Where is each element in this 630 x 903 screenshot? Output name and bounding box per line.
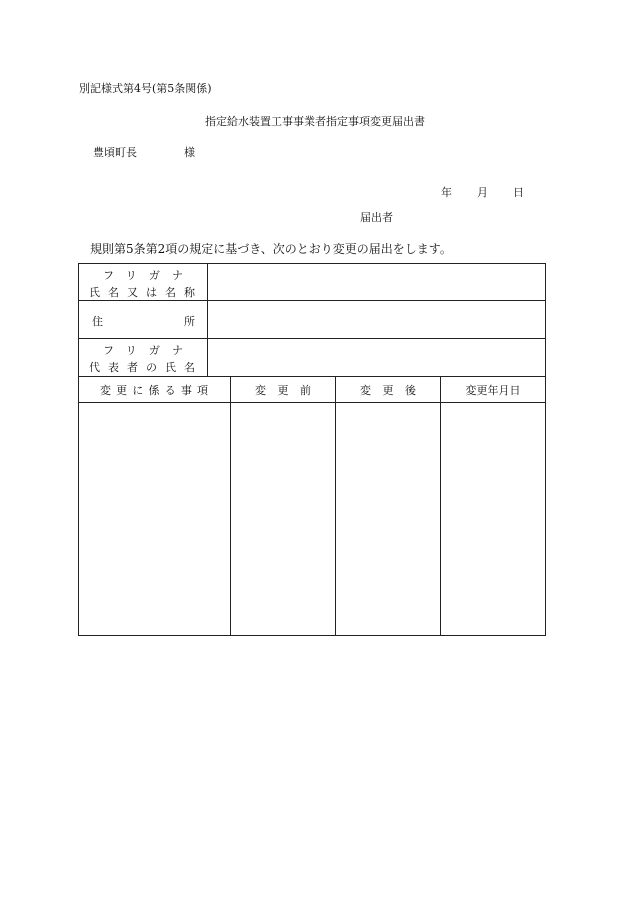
date-year-label: 年 [441,186,452,199]
salutation: 様 [184,146,195,159]
name-furigana-label: フリガナ [103,269,183,282]
column-divider [440,376,441,636]
before-cell[interactable] [233,405,333,634]
applicant-label: 届出者 [360,211,393,224]
document-title: 指定給水装置工事事業者指定事項変更届出書 [205,115,425,128]
column-header-after: 変更後 [360,384,416,397]
row-divider [78,376,546,377]
intro-text: 規則第5条第2項の規定に基づき、次のとおり変更の届出をします。 [90,242,452,256]
changed-item-cell[interactable] [80,405,228,634]
row-divider [78,402,546,403]
date-line [441,184,524,200]
rep-name-field[interactable] [210,341,544,374]
column-header-before: 変更前 [255,384,311,397]
rep-name-label: 代表者の氏名 [89,361,195,374]
date-day-label: 日 [513,186,524,199]
form-reference: 別記様式第4号(第5条関係) [79,82,212,95]
after-cell[interactable] [338,405,438,634]
column-divider [335,376,336,636]
column-header-change-date: 変更年月日 [465,384,521,397]
addressee: 豊頃町長 [93,146,137,159]
row-divider [78,338,546,339]
name-label: 氏名又は名称 [89,286,195,299]
row-divider [78,300,546,301]
column-divider [207,263,208,376]
address-field[interactable] [210,303,544,336]
address-label: 住所 [92,315,195,328]
change-date-cell[interactable] [443,405,544,634]
name-field[interactable] [210,265,544,298]
column-header-changed-item: 変更に係る事項 [100,384,208,397]
date-month-label: 月 [477,186,488,199]
rep-furigana-label: フリガナ [103,344,183,357]
column-divider [230,376,231,636]
